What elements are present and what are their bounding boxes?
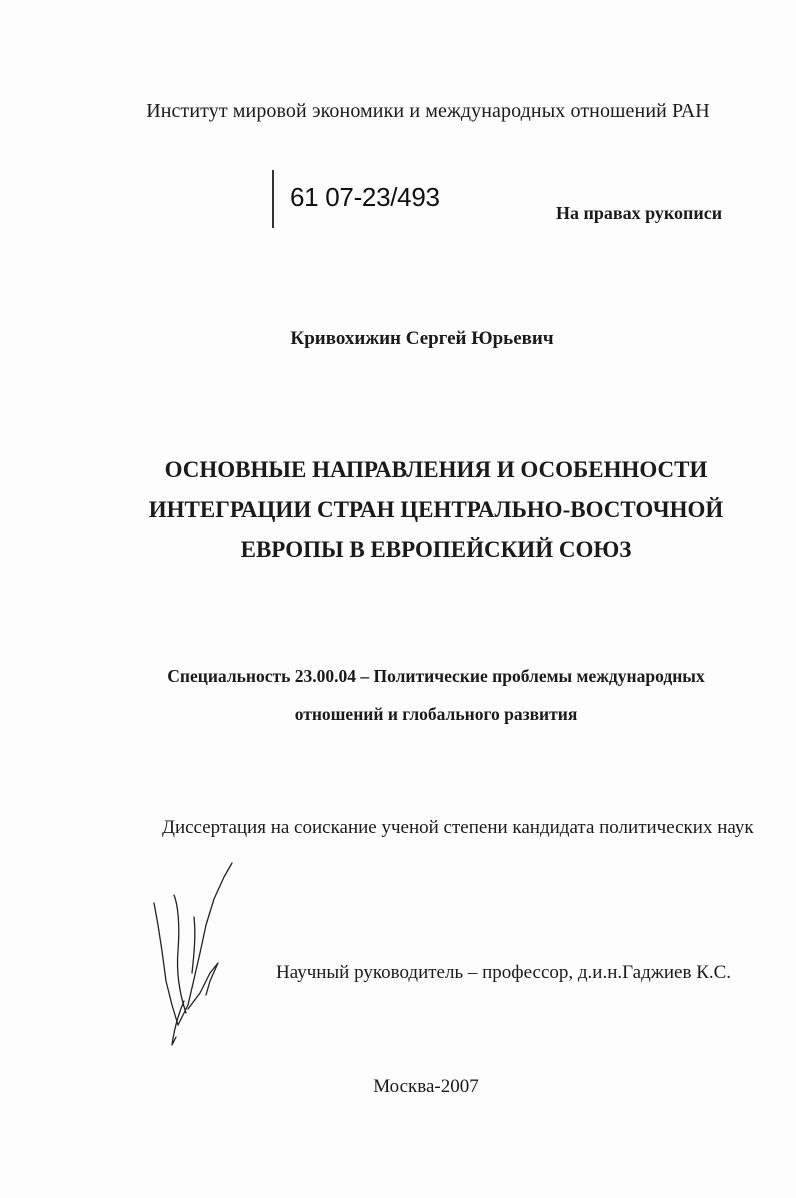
dissertation-degree: Диссертация на соискание ученой степени кандидата политических наук <box>162 817 754 838</box>
title-line: ОСНОВНЫЕ НАПРАВЛЕНИЯ И ОСОБЕННОСТИ <box>164 457 708 482</box>
rights-note: На правах рукописи <box>556 203 723 223</box>
specialty-line: Специальность 23.00.04 – Политические проблемы международных <box>167 666 705 686</box>
library-stamp <box>272 168 462 230</box>
signature <box>148 855 248 1055</box>
specialty <box>0 657 796 733</box>
specialty-line: отношений и глобального развития <box>294 704 578 724</box>
city-year: Москва-2007 <box>373 1076 479 1097</box>
stamp-bar <box>272 170 274 228</box>
title-line: ЕВРОПЫ В ЕВРОПЕЙСКИЙ СОЮЗ <box>240 537 632 562</box>
author-name: Кривохижин Сергей Юрьевич <box>290 328 554 349</box>
scientific-advisor: Научный руководитель – профессор, д.и.н.Гаджиев К.С. <box>276 962 732 983</box>
thesis-title <box>40 450 796 570</box>
title-line: ИНТЕГРАЦИИ СТРАН ЦЕНТРАЛЬНО-ВОСТОЧНОЙ <box>148 497 724 522</box>
institute-name: Институт мировой экономики и международных отношений РАН <box>146 100 710 122</box>
stamp-code: 61 07-23/493 <box>290 182 440 212</box>
